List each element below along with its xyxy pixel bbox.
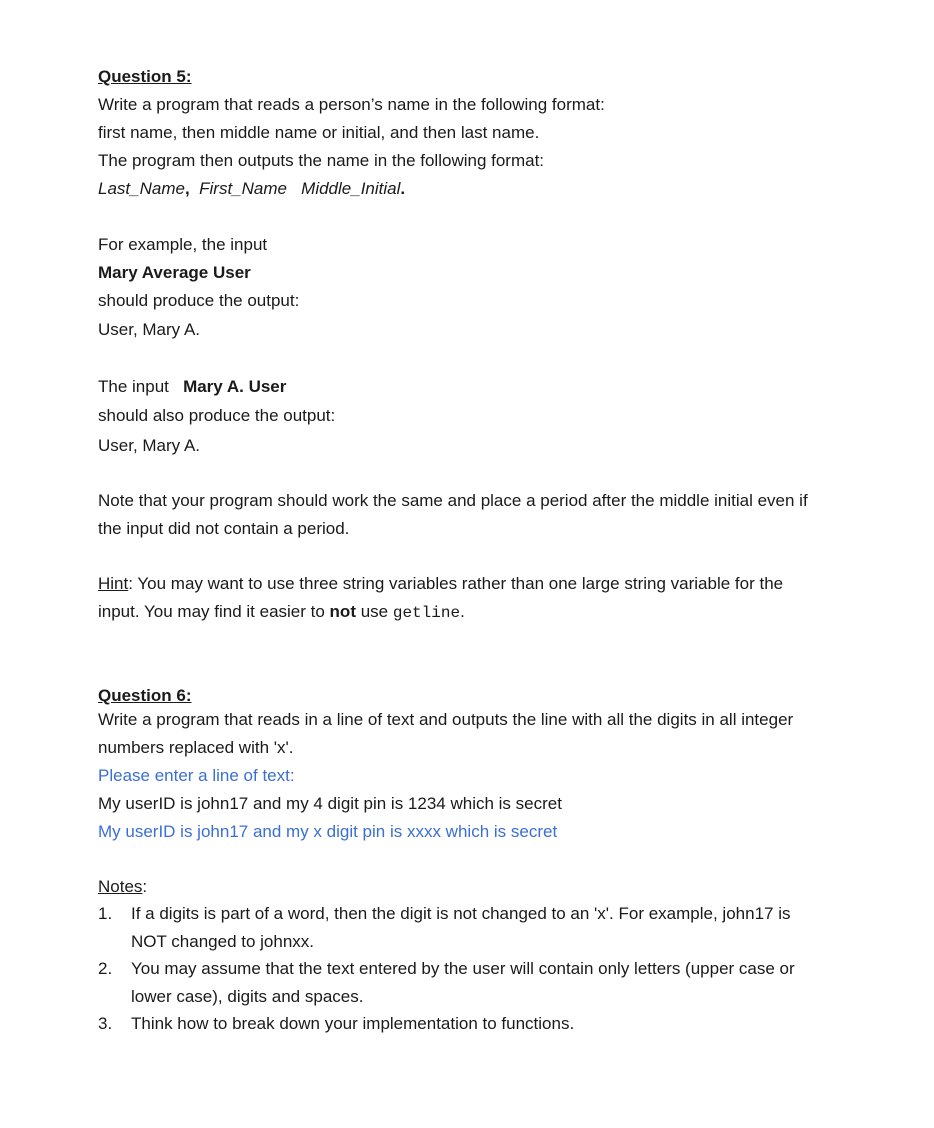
q6-text-line-1: Write a program that reads in a line of text and outputs the line with all the digits in all integer [98, 710, 794, 729]
example-1-should: should produce the output: [98, 291, 300, 310]
list-item-number: 3. [98, 1014, 113, 1033]
example-2-intro: The input [98, 377, 169, 396]
q5-text-line-2: first name, then middle name or initial, and then last name. [98, 123, 540, 142]
hint2-end: . [460, 602, 465, 621]
example-2-output: User, Mary A. [98, 436, 201, 455]
note-line-1: Note that your program should work the same and place a period after the middle initial even if [98, 491, 808, 510]
question-5-heading: Question 5: [98, 67, 192, 86]
hint-line-1 [98, 573, 783, 595]
hint2-code-getline: getline [392, 604, 461, 622]
notes-heading [98, 876, 147, 898]
format-dot: . [400, 179, 406, 198]
list-item-text: lower case), digits and spaces. [131, 987, 364, 1006]
list-item-text: You may assume that the text entered by the user will contain only letters (upper case or [131, 959, 795, 978]
q5-text-line-3: The program then outputs the name in the following format: [98, 151, 545, 170]
hint-label: Hint [98, 574, 129, 593]
sample-input: My userID is john17 and my 4 digit pin is 1234 which is secret [98, 794, 562, 813]
hint2-use: use [355, 602, 393, 621]
format-last-name: Last_Name [98, 179, 185, 198]
hint2-not: not [329, 602, 356, 621]
q5-text-line-1: Write a program that reads a person’s name in the following format: [98, 95, 605, 114]
question-6-heading: Question 6: [98, 686, 192, 705]
hint2-pre: input. You may find it easier to [98, 602, 330, 621]
hint-text: : You may want to use three string variables rather than one large string variable for the [128, 574, 784, 593]
example-1-output: User, Mary A. [98, 320, 201, 339]
note-line-2: the input did not contain a period. [98, 519, 350, 538]
notes-label: Notes [98, 877, 143, 896]
q6-text-line-2: numbers replaced with 'x'. [98, 738, 294, 757]
list-item-number: 1. [98, 904, 113, 923]
example-1-intro: For example, the input [98, 235, 268, 254]
list-item-text: Think how to break down your implementation to functions. [131, 1014, 575, 1033]
example-2-line [98, 376, 286, 398]
sample-prompt: Please enter a line of text: [98, 766, 295, 785]
q5-output-format [98, 178, 405, 200]
example-2-should: should also produce the output: [98, 406, 336, 425]
format-first-name: First_Name [199, 179, 287, 198]
format-comma: , [184, 179, 190, 198]
format-middle-initial: Middle_Initial [301, 179, 401, 198]
list-item-text: If a digits is part of a word, then the digit is not changed to an 'x'. For example, john17 is [131, 904, 791, 923]
notes-colon: : [142, 877, 148, 896]
example-1-input: Mary Average User [98, 263, 251, 282]
example-2-input: Mary A. User [183, 377, 287, 396]
list-item-text: NOT changed to johnxx. [131, 932, 315, 951]
list-item-number: 2. [98, 959, 113, 978]
hint-line-2 [98, 601, 465, 624]
sample-output: My userID is john17 and my x digit pin is xxxx which is secret [98, 822, 558, 841]
